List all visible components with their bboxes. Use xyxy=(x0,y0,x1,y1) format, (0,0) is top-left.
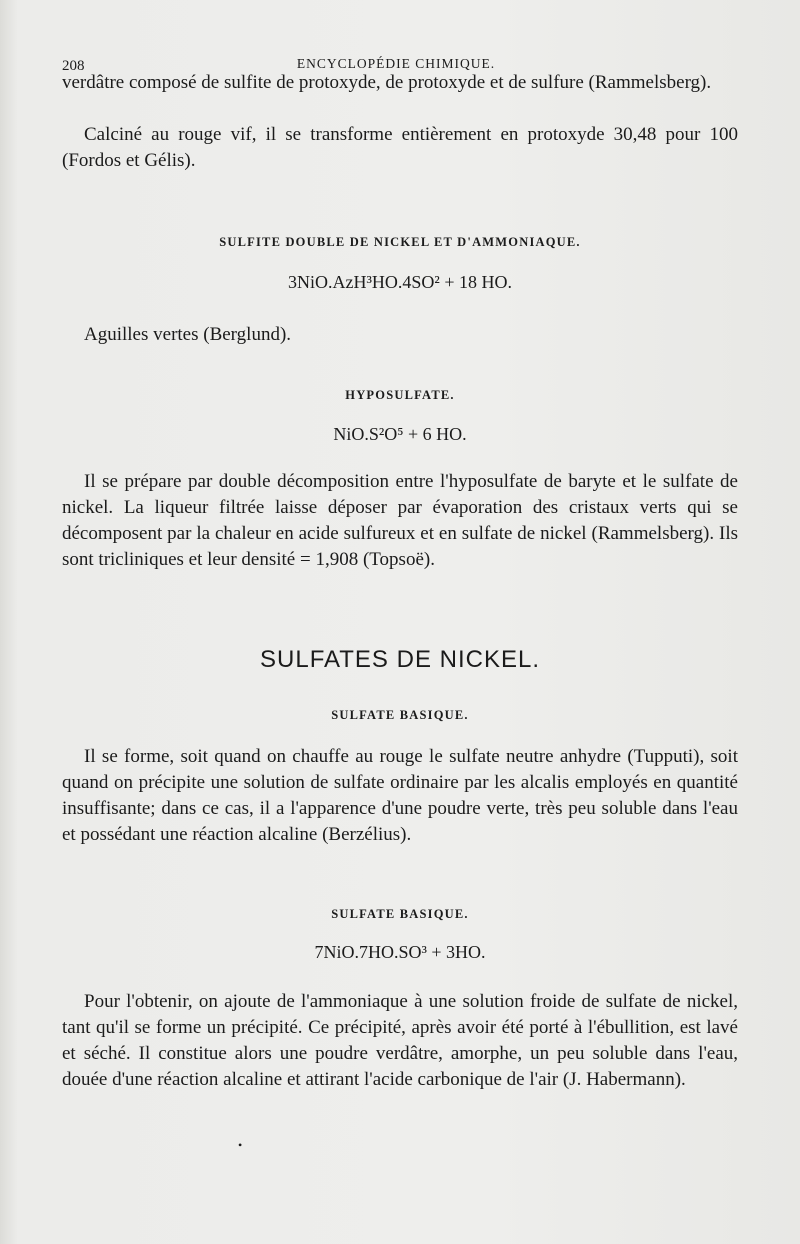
paragraph-hyposulfate: Il se prépare par double décomposition entre l'hyposulfate de baryte et le sulfate de nickel. La liqueur filtrée laisse déposer par évaporation des cristaux verts qui se décomposent par la chaleur en acide sulfureux et en sulfate de nickel (Rammelsberg). Ils sont tricliniques et leur densité = 1,908 (Topsoë). xyxy=(62,471,738,570)
formula-sulfate-basique-2: 7NiO.7HO.SO³ + 3HO. xyxy=(314,942,486,962)
page-number: 208 xyxy=(62,58,85,74)
section-heading-sulfite-double: SULFITE DOUBLE DE NICKEL ET D'AMMONIAQUE. xyxy=(219,235,581,249)
formula-sulfite-double: 3NiO.AzH³HO.4SO² + 18 HO. xyxy=(288,272,512,292)
paragraph-sulfite-double: Aguilles vertes (Berglund). xyxy=(84,324,292,345)
formula-hyposulfate: NiO.S²O⁵ + 6 HO. xyxy=(333,424,467,444)
paragraph-sulfate-basique-2: Pour l'obtenir, on ajoute de l'ammoniaque à une solution froide de sulfate de nickel, tant qu'il se forme un précipité. Ce précipité, après avoir été porté à l'ébullition, est lavé et séché. Il constitue alors une poudre verdâtre, amorphe, un peu soluble dans l'eau, douée d'une réaction alcaline et attirant l'acide carbonique de l'air (J. Habermann). xyxy=(62,991,738,1090)
paragraph-sulfate-basique-1: Il se forme, soit quand on chauffe au rouge le sulfate neutre anhydre (Tupputi), soit quand on précipite une solution de sulfate ordinaire par les alcalis employés en quantité insuffisante; dans ce cas, il a l'apparence d'une poudre verte, très peu soluble dans l'eau et possédant une réaction alcaline (Berzélius). xyxy=(62,746,738,845)
running-title: ENCYCLOPÉDIE CHIMIQUE. xyxy=(296,56,496,71)
section-heading-sulfate-basique-2: SULFATE BASIQUE. xyxy=(331,907,469,921)
section-heading-hyposulfate: HYPOSULFATE. xyxy=(345,388,455,402)
chapter-heading-sulfates: SULFATES DE NICKEL. xyxy=(260,646,540,673)
paragraph-continuation: verdâtre composé de sulfite de protoxyde, de protoxyde et de sulfure (Rammelsberg). xyxy=(62,72,712,93)
section-heading-sulfate-basique-1: SULFATE BASIQUE. xyxy=(331,708,469,722)
printer-mark: • xyxy=(238,1138,243,1152)
paragraph-calcination: Calciné au rouge vif, il se transforme entièrement en protoxyde 30,48 pour 100 (Fordos et Gélis). xyxy=(62,124,738,171)
